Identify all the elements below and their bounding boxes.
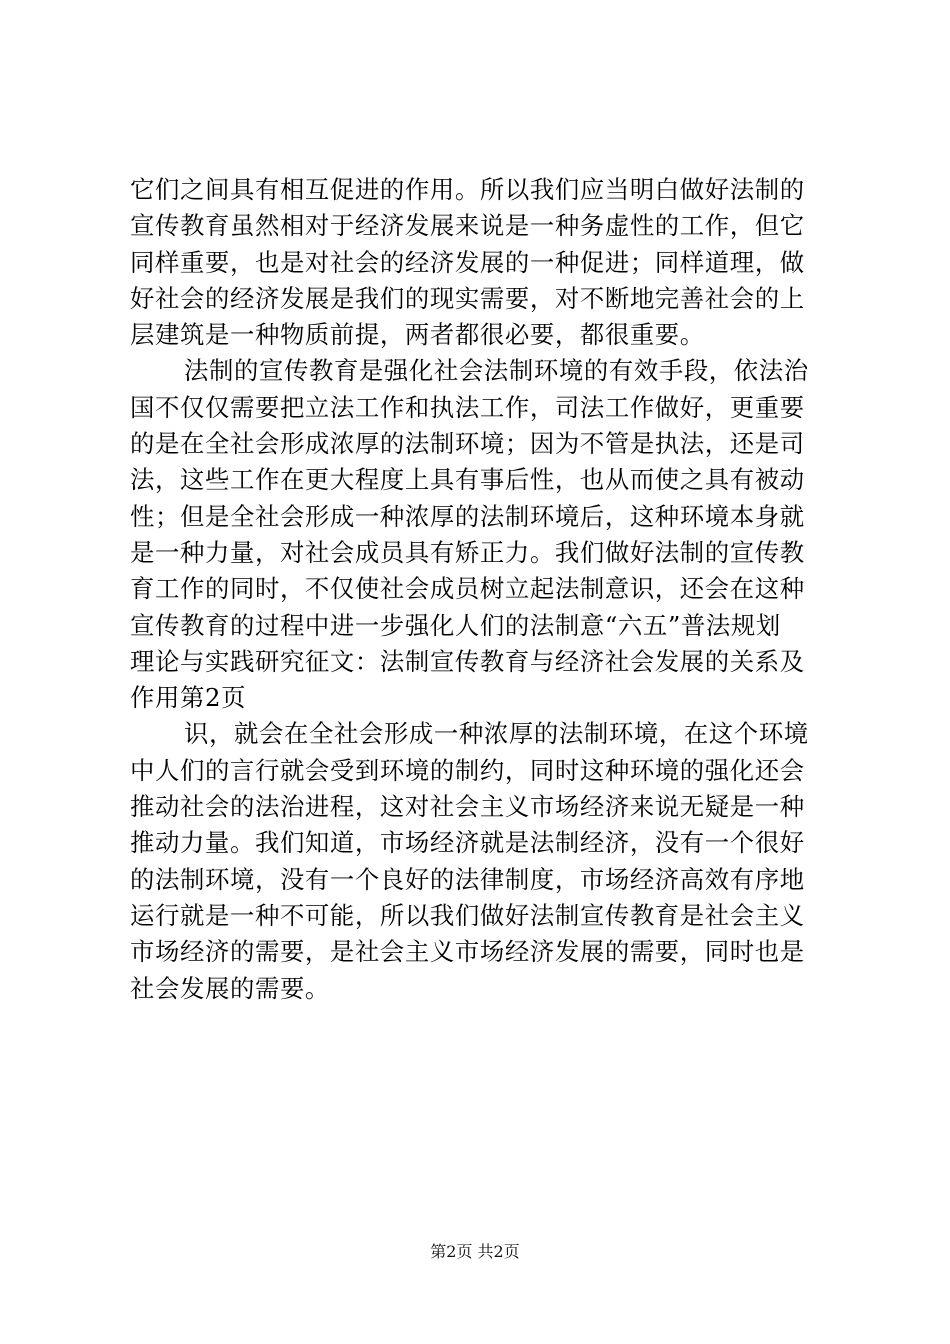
text-line: 育工作的同时，不仅使社会成员树立起法制意识，还会在这种 — [130, 574, 805, 604]
text-line: 推动力量。我们知道，市场经济就是法制经济，没有一个很好 — [130, 828, 805, 858]
text-line: 理论与实践研究征文：法制宣传教育与经济社会发展的关系及 — [130, 646, 805, 676]
text-line: 法制的宣传教育是强化社会法制环境的有效手段，依法治 — [184, 356, 809, 386]
text-line: 运行就是一种不可能，所以我们做好法制宣传教育是社会主义 — [130, 900, 805, 930]
text-line: 国不仅仅需要把立法工作和执法工作，司法工作做好，更重要 — [130, 392, 805, 422]
text-line: 市场经济的需要，是社会主义市场经济发展的需要，同时也是 — [130, 937, 805, 967]
text-line: 中人们的言行就会受到环境的制约，同时这种环境的强化还会 — [130, 755, 805, 785]
text-line: 作用第2页 — [130, 683, 247, 713]
text-line: 法，这些工作在更大程度上具有事后性，也从而使之具有被动 — [130, 465, 805, 495]
text-line: 的法制环境，没有一个良好的法律制度，市场经济高效有序地 — [130, 864, 805, 894]
text-line: 的是在全社会形成浓厚的法制环境；因为不管是执法，还是司 — [130, 429, 805, 459]
text-line: 推动社会的法治进程，这对社会主义市场经济来说无疑是一种 — [130, 792, 805, 822]
text-line: 社会发展的需要。 — [130, 973, 330, 1003]
text-line: 识，就会在全社会形成一种浓厚的法制环境，在这个环境 — [184, 719, 809, 749]
text-line: 宣传教育虽然相对于经济发展来说是一种务虚性的工作，但它 — [130, 211, 805, 241]
document-body — [130, 172, 830, 1007]
text-line: 它们之间具有相互促进的作用。所以我们应当明白做好法制的 — [130, 175, 805, 204]
text-line: 是一种力量，对社会成员具有矫正力。我们做好法制的宣传教 — [130, 537, 805, 567]
text-line: 同样重要，也是对社会的经济发展的一种促进；同样道理，做 — [130, 247, 805, 277]
text-line: 好社会的经济发展是我们的现实需要，对不断地完善社会的上 — [130, 283, 805, 313]
page-footer: 第2页 共2页 — [430, 1242, 520, 1261]
text-line: 层建筑是一种物质前提，两者都很必要，都很重要。 — [130, 320, 705, 350]
text-line: 性；但是全社会形成一种浓厚的法制环境后，这种环境本身就 — [130, 501, 805, 531]
text-line: 宣传教育的过程中进一步强化人们的法制意“六五”普法规划 — [130, 610, 781, 640]
